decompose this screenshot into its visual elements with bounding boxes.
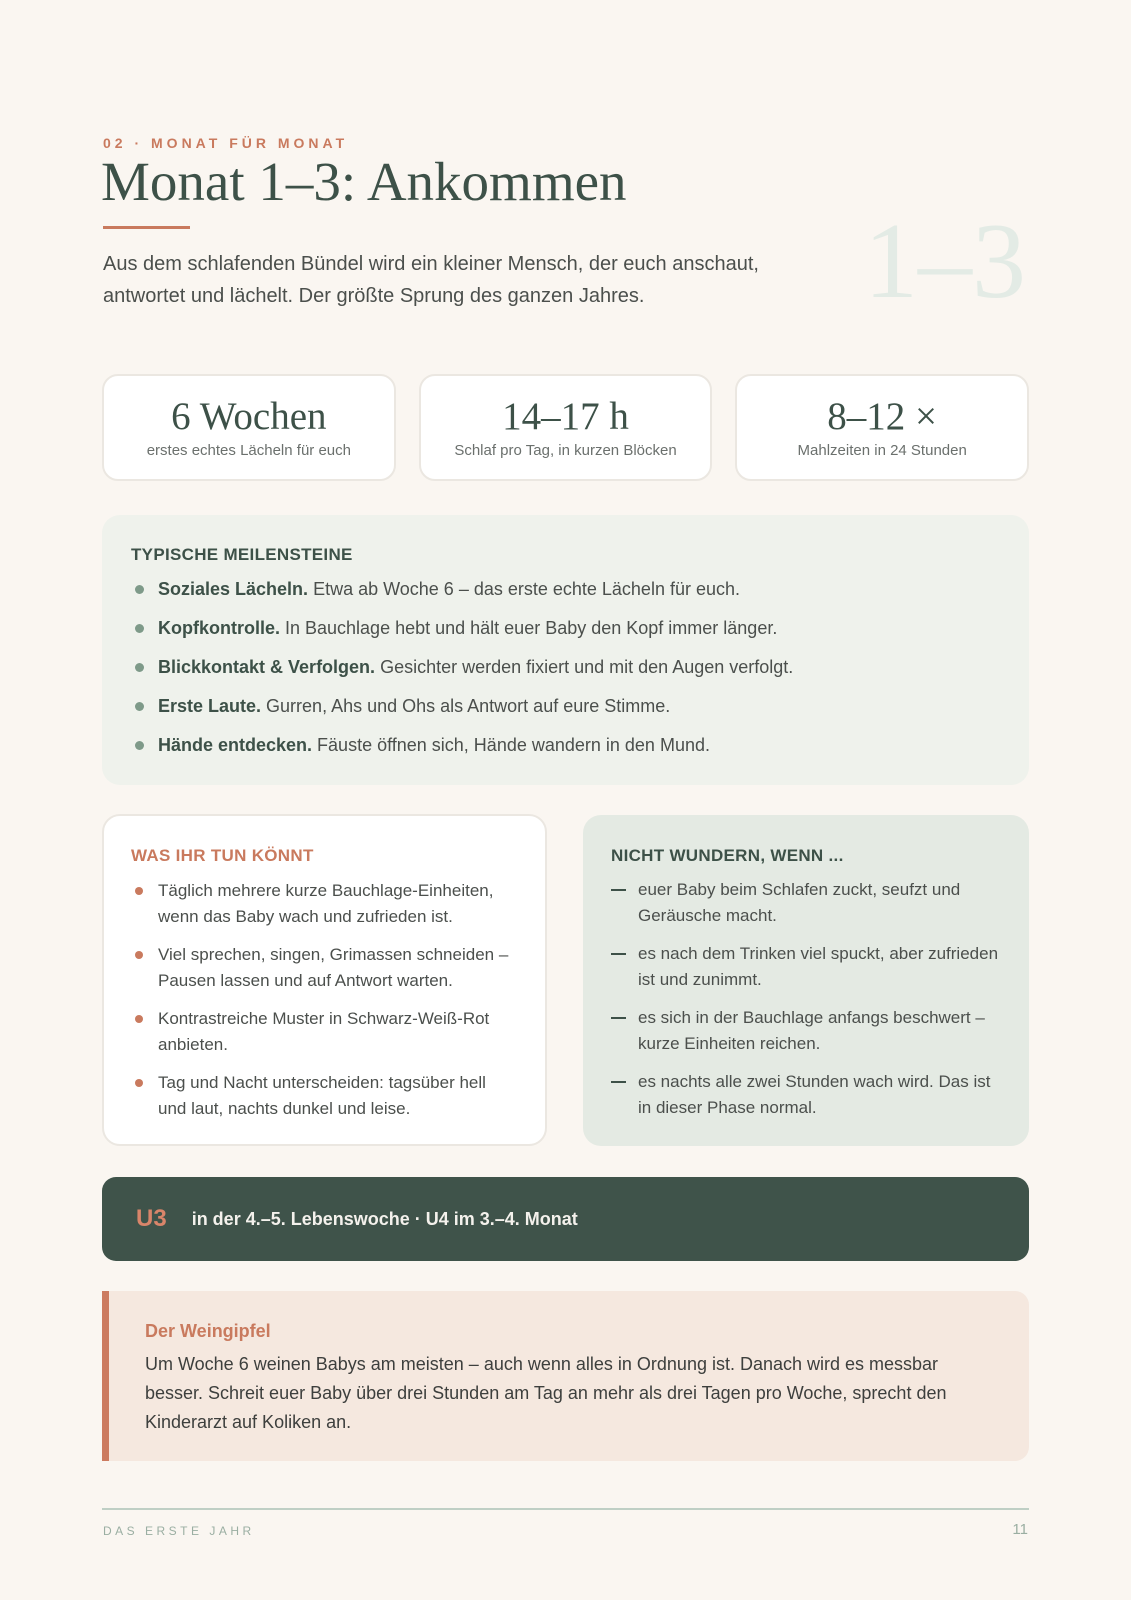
milestone-term: Kopfkontrolle.: [158, 618, 280, 638]
milestone-term: Erste Laute.: [158, 696, 262, 716]
todo-heading: WAS IHR TUN KÖNNT: [131, 846, 314, 865]
milestone-item: [131, 733, 793, 772]
todo-card: [102, 814, 547, 1146]
stat-card-smile: [102, 374, 396, 481]
title-underline: [103, 226, 190, 229]
stat-value: 14–17 h: [502, 394, 629, 438]
milestone-item: [131, 694, 793, 733]
milestone-text: Fäuste öffnen sich, Hände wandern in den Mund.: [312, 735, 710, 755]
page-title: Monat 1–3: Ankommen: [101, 151, 627, 212]
decorative-month-number: 1–3: [864, 202, 1026, 321]
milestone-term: Soziales Lächeln.: [158, 579, 309, 599]
stat-label: Mahlzeiten in 24 Stunden: [797, 441, 967, 459]
todo-item: Täglich mehrere kurze Bauchlage-Einheiten, wenn das Baby wach und zufrieden ist.: [131, 878, 511, 942]
todo-item: Kontrastreiche Muster in Schwarz-Weiß-Rot anbieten.: [131, 1006, 511, 1070]
milestone-text: Gesichter werden fixiert und mit den Augen verfolgt.: [375, 657, 794, 677]
stat-card-sleep: [419, 374, 713, 481]
checkup-text: in der 4.–5. Lebenswoche · U4 im 3.–4. Monat: [191, 1208, 578, 1229]
stat-label: erstes echtes Lächeln für euch: [146, 441, 351, 459]
callout-box: [102, 1291, 1029, 1461]
intro-text: Aus dem schlafenden Bündel wird ein kleiner Mensch, der euch anschaut, antwortet und lächelt. Der größte Sprung des ganzen Jahres.: [103, 253, 759, 307]
footer-divider: [102, 1508, 1029, 1510]
page-number: 11: [1012, 1521, 1028, 1538]
milestone-term: Hände entdecken.: [158, 735, 313, 755]
checkup-code: U3: [136, 1205, 167, 1232]
todo-list: [131, 878, 511, 1134]
milestone-item: [131, 655, 793, 694]
todo-item: Viel sprechen, singen, Grimassen schneiden – Pausen lassen und auf Antwort warten.: [131, 942, 511, 1006]
stat-card-meals: [735, 374, 1029, 481]
stat-value: 8–12 ×: [827, 394, 938, 438]
checkup-banner: [102, 1177, 1029, 1261]
dont-worry-item: es nach dem Trinken viel spuckt, aber zufrieden ist und zunimmt.: [611, 941, 1001, 1005]
footer-book-title: DAS ERSTE JAHR: [103, 1524, 255, 1538]
milestone-text: Etwa ab Woche 6 – das erste echte Lächeln für euch.: [308, 579, 740, 599]
milestone-term: Blickkontakt & Verfolgen.: [158, 657, 376, 677]
milestone-item: [131, 616, 793, 655]
todo-item: Tag und Nacht unterscheiden: tagsüber hell und laut, nachts dunkel und leise.: [131, 1070, 511, 1134]
milestones-heading: TYPISCHE MEILENSTEINE: [131, 545, 353, 564]
callout-title: Der Weingipfel: [145, 1321, 271, 1341]
dont-worry-card: [583, 815, 1029, 1146]
stat-value: 6 Wochen: [171, 394, 327, 438]
milestone-item: [131, 577, 793, 616]
dont-worry-heading: NICHT WUNDERN, WENN ...: [611, 846, 844, 865]
milestones-list: [131, 577, 793, 772]
milestones-box: [102, 515, 1029, 785]
dont-worry-list: [611, 877, 1001, 1133]
milestone-text: Gurren, Ahs und Ohs als Antwort auf eure Stimme.: [261, 696, 671, 716]
section-eyebrow: 02 · MONAT FÜR MONAT: [103, 135, 349, 151]
dont-worry-item: euer Baby beim Schlafen zuckt, seufzt und Geräusche macht.: [611, 877, 1001, 941]
stats-row: [102, 374, 1029, 481]
dont-worry-item: es nachts alle zwei Stunden wach wird. Das ist in dieser Phase normal.: [611, 1069, 1001, 1133]
stat-label: Schlaf pro Tag, in kurzen Blöcken: [454, 441, 677, 459]
dont-worry-item: es sich in der Bauchlage anfangs beschwert – kurze Einheiten reichen.: [611, 1005, 1001, 1069]
callout-text: Um Woche 6 weinen Babys am meisten – auch wenn alles in Ordnung ist. Danach wird es messbar besser. Schreit euer Baby über drei Stunden am Tag an mehr als drei Tagen pro Woche, sprecht den Kinderarzt auf Koliken an.: [145, 1354, 947, 1432]
milestone-text: In Bauchlage hebt und hält euer Baby den Kopf immer länger.: [280, 618, 778, 638]
